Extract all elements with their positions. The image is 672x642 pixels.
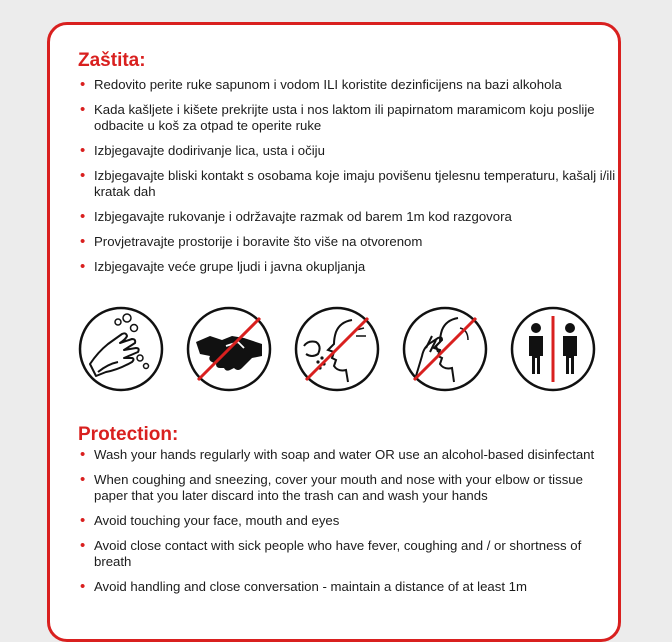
no-coughing-icon [294, 306, 380, 392]
bosnian-list [78, 77, 618, 284]
section-title-english: Protection: [78, 424, 179, 445]
pictogram-row [78, 306, 594, 396]
list-item: • Avoid handling and close conversation - maintain a distance of at least 1m [78, 579, 618, 595]
english-list [78, 447, 618, 604]
list-item: • Avoid close contact with sick people who have fever, coughing and / or shortness of breath [78, 538, 618, 570]
handwashing-icon [78, 306, 164, 392]
list-item: • Izbjegavajte dodirivanje lica, usta i očiju [78, 143, 618, 159]
list-item: • When coughing and sneezing, cover your mouth and nose with your elbow or tissue paper that you later discard into the trash can and wash your hands [78, 472, 618, 504]
no-face-touching-icon [402, 306, 488, 392]
section-title-bosnian: Zaštita: [78, 50, 146, 71]
social-distance-icon [510, 306, 596, 392]
list-item: • Izbjegavajte veće grupe ljudi i javna okupljanja [78, 259, 618, 275]
list-item: • Izbjegavajte rukovanje i održavajte razmak od barem 1m kod razgovora [78, 209, 618, 225]
no-handshake-icon [186, 306, 272, 392]
list-item: • Avoid touching your face, mouth and eyes [78, 513, 618, 529]
list-item: • Kada kašljete i kišete prekrijte usta i nos laktom ili papirnatom maramicom koju poslije odbacite u koš za otpad te operite ruke [78, 102, 618, 134]
list-item: • Izbjegavajte bliski kontakt s osobama koje imaju povišenu tjelesnu temperaturu, kašalj i/ili kratak dah [78, 168, 618, 200]
list-item: • Redovito perite ruke sapunom i vodom ILI koristite dezinficijens na bazi alkohola [78, 77, 618, 93]
list-item: • Wash your hands regularly with soap and water OR use an alcohol-based disinfectant [78, 447, 618, 463]
list-item: • Provjetravajte prostorije i boravite što više na otvorenom [78, 234, 618, 250]
